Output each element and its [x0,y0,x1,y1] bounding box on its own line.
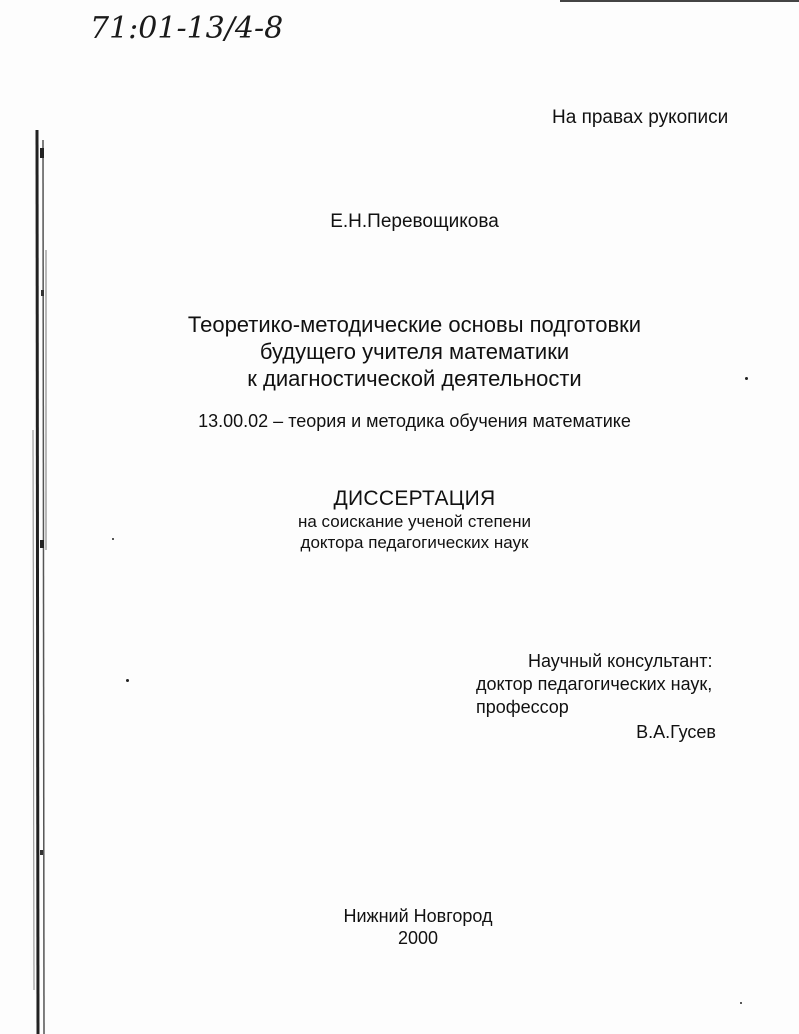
year: 2000 [397,928,439,948]
title-line: Теоретико-методические основы подготовки [187,312,642,337]
degree-line: доктора педагогических наук [300,533,529,552]
consultant-degree: доктор педагогических наук, [476,674,713,694]
scan-speck [126,679,129,682]
author-name: Е.Н.Перевощикова [330,211,499,232]
scan-top-edge [560,0,799,6]
degree-line: на соискание ученой степени [297,512,531,531]
consultant-label: Научный консультант: [528,651,713,671]
dissertation-title [0,311,799,392]
specialty-code: 13.00.02 – теория и методика обучения математике [198,411,631,431]
consultant-name: В.А.Гусев [636,722,716,742]
catalog-number-text: 71:01-13/4-8 [90,11,284,46]
title-line: к диагностической деятельности [247,366,582,391]
place-and-year [318,905,518,949]
dissertation-heading: ДИССЕРТАЦИЯ [333,487,496,510]
binding-edge [28,130,58,1034]
consultant-rank: профессор [476,697,569,717]
title-line: будущего учителя математики [259,339,570,364]
consultant-block [476,650,716,744]
city: Нижний Новгород [343,906,493,926]
handwritten-catalog-number [88,2,368,52]
rights-note: На правах рукописи [552,107,729,128]
scan-speck [740,1002,742,1004]
degree-statement [0,511,799,553]
